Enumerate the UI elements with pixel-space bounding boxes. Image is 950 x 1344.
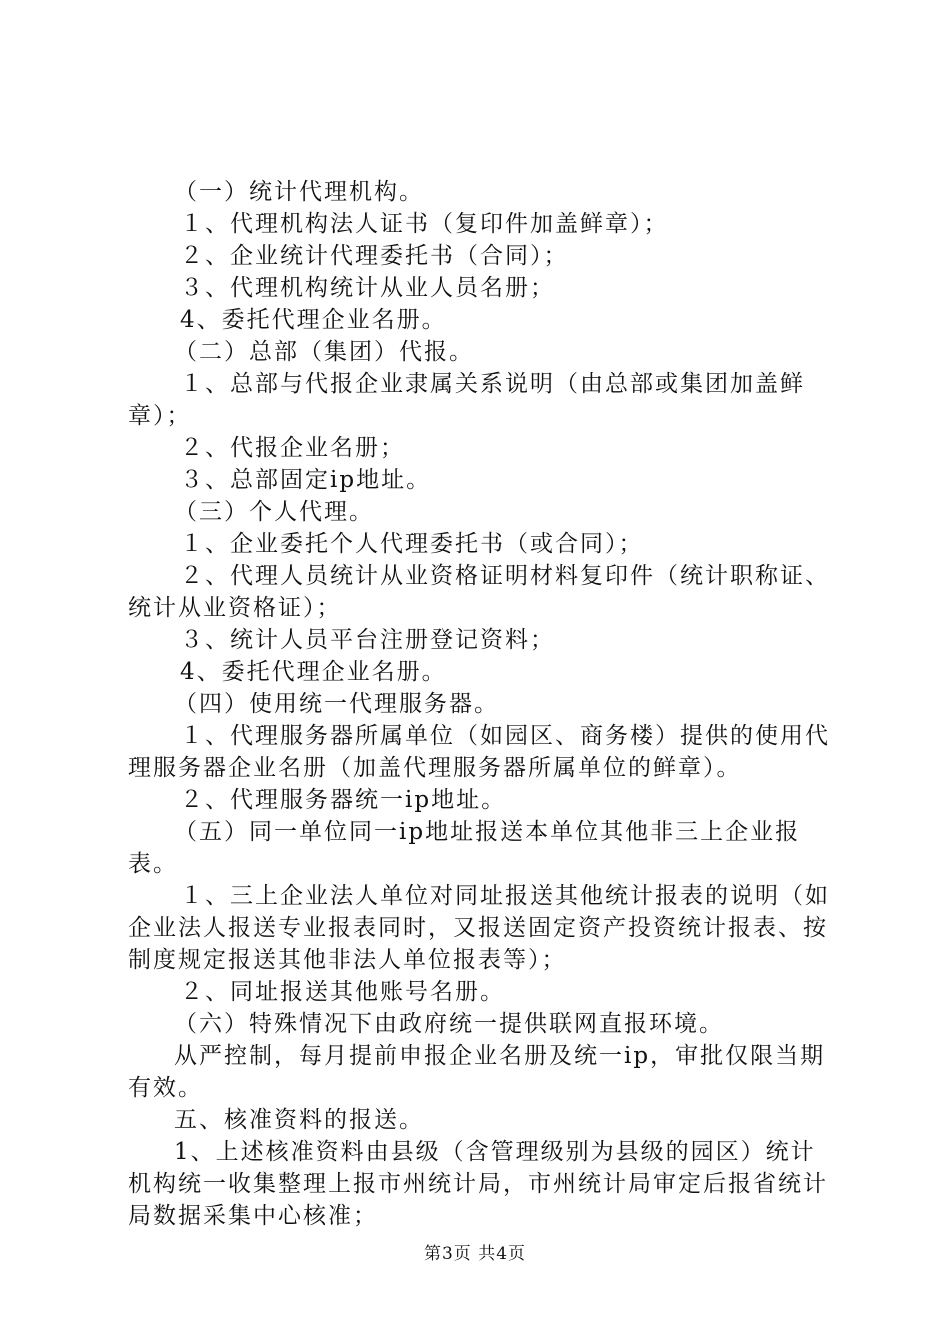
list-item: ２、代报企业名册； — [180, 435, 405, 461]
list-item: ２、企业统计代理委托书（合同）； — [180, 243, 569, 269]
heading-1-agency: （一）统计代理机构。 — [174, 179, 424, 205]
list-item: １、三上企业法人单位对同址报送其他统计报表的说明（如企业法人报送专业报表同时，又报送固定资产投资统计报表、按制度规定报送其他非法人单位报表等）； — [128, 883, 830, 973]
list-item: ２、同址报送其他账号名册。 — [180, 979, 505, 1005]
list-item: ２、代理服务器统一ip地址。 — [180, 787, 507, 813]
heading-4-proxy-server: （四）使用统一代理服务器。 — [174, 691, 499, 717]
list-item: 4、委托代理企业名册。 — [180, 307, 447, 333]
list-item: ３、代理机构统计从业人员名册； — [180, 275, 555, 301]
body-paragraph: 1、上述核准资料由县级（含管理级别为县级的园区）统计机构统一收集整理上报市州统计局，市州统计局审定后报省统计局数据采集中心核准； — [128, 1139, 828, 1229]
list-item: １、企业委托个人代理委托书（或合同）； — [180, 531, 644, 557]
list-item: 4、委托代理企业名册。 — [180, 659, 447, 685]
list-item: ２、代理人员统计从业资格证明材料复印件（统计职称证、统计从业资格证）； — [128, 563, 830, 621]
heading-2-headquarters: （二）总部（集团）代报。 — [174, 339, 474, 365]
list-item: ３、总部固定ip地址。 — [180, 467, 432, 493]
page-number-footer: 第3页 共4页 — [423, 1244, 527, 1264]
list-item: １、总部与代报企业隶属关系说明（由总部或集团加盖鲜章）； — [128, 371, 805, 429]
body-paragraph: 从严控制，每月提前申报企业名册及统一ip，审批仅限当期有效。 — [128, 1043, 826, 1101]
list-item: １、代理服务器所属单位（如园区、商务楼）提供的使用代理服务器企业名册（加盖代理服务器所属单位的鲜章）。 — [128, 723, 830, 781]
heading-5-same-unit: （五）同一单位同一ip地址报送本单位其他非三上企业报表。 — [128, 819, 801, 877]
heading-6-special: （六）特殊情况下由政府统一提供联网直报环境。 — [174, 1011, 724, 1037]
list-item: ３、统计人员平台注册登记资料； — [180, 627, 555, 653]
section-heading-submission: 五、核准资料的报送。 — [174, 1107, 424, 1133]
document-body — [128, 176, 840, 1232]
heading-3-individual: （三）个人代理。 — [174, 499, 374, 525]
list-item: １、代理机构法人证书（复印件加盖鲜章）； — [180, 211, 669, 237]
